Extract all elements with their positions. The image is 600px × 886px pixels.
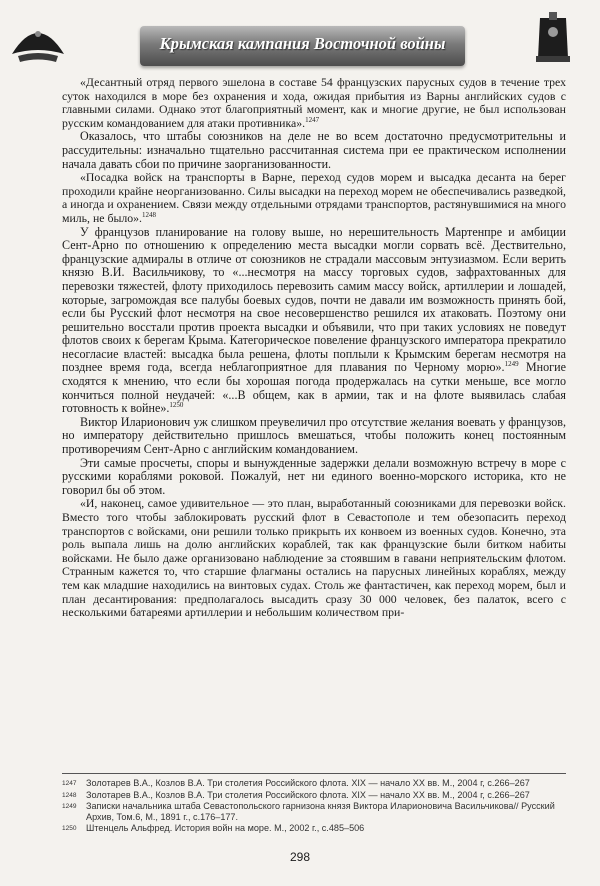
- footnote-text: Записки начальника штаба Севастопольского гарнизона князя Виктора Иларионовича Васильчикова// Русский Архив, Том.6, М., 1891 г., с.176–177.: [86, 801, 555, 823]
- chapter-title: Крымская кампания Восточной войны: [159, 34, 446, 53]
- footnote-number: 1249: [62, 803, 77, 811]
- quote-paragraph: «Десантный отряд первого эшелона в составе 54 французских парусных судов в течение трех суток находился в море без охранения и хода, ожидая прибытия из Варны английских судов с главными силами. Однако этот благоприятный момент, как и многие другие, не был использован русским командованием для атаки противника».$^{1247}$: [62, 75, 566, 130]
- bicorne-hat-icon: [8, 10, 68, 72]
- main-text: [62, 76, 566, 620]
- footnote-ref: 1247: [305, 115, 320, 124]
- body-paragraph: Оказалось, что штабы союзников на деле не во всем достаточно предусмотрительны и рассудительны: изначально тщательно рассчитанная система при ее практическом исполнении начала давать сбои по причине заорганизованности.: [62, 129, 566, 171]
- footnote-ref: 1250: [169, 401, 184, 410]
- body-paragraph: Эти самые просчеты, споры и вынужденные задержки делали возможную встречу в море с русскими кораблями роковой. Пожалуй, нет ни единого военно-морского историка, кто не говорил бы об этом.: [62, 455, 566, 497]
- footnote-ref: 1248: [142, 211, 157, 220]
- footnote-divider: [62, 773, 566, 774]
- footnote-ref: 1249: [504, 360, 519, 369]
- page-header: [0, 0, 600, 80]
- footnote-number: 1248: [62, 791, 77, 799]
- footnote-item: [62, 823, 562, 835]
- quote-paragraph: «Посадка войск на транспорты в Варне, переход судов морем и высадка десанта на берег проходили крайне неорганизованно. Силы высадки на переход морем не обеспечивались разведкой, а иногда и охранением. Связи между отдельными отрядами транспортов, растянувшимися на много миль, не было».$^{1248}$: [62, 170, 566, 225]
- footnote-number: 1247: [62, 780, 77, 787]
- footnote-item: [62, 778, 562, 790]
- footnote-text: Штенцель Альфред. История войн на море. М., 2002 г., с.485–506: [86, 822, 365, 833]
- footnotes: [62, 778, 562, 835]
- footnote-item: [62, 790, 562, 802]
- footnote-number: 1250: [62, 824, 77, 832]
- page-number: 298: [289, 850, 311, 864]
- chapter-banner: [140, 26, 465, 66]
- body-paragraph: У французов планирование на голову выше, но нерешительность Мартенпре и амбиции Сент-Арно по отношению к определению места высадки могли сорвать всё. Дествительно, французские адмиралы в отличе от союзников не страдали массовым энтузиазмом. Если верить князю В.И. Васильчикову, то «...несмотря на массу торговых судов, зафрахтованных для перевозки тяжестей, флоту приходилось перевозить самим массу войск, артиллерии и лошадей, которые, загромождая все палубы боевых судов, почти не давали им возможность принять бой, если бы Русский флот несмотря на свое несовершенство решился их атаковать. Поэтому они решительно восстали против проекта высадки и объявили, что при таких условиях не поведут флотов своих к берегам Крыма. Категорическое повеление французского императора прекратило несогласие властей: высадка была решена, флоты поплыли к Крымским берегам несмотря на позднее время года, всегда неблагоприятное для плавания по Черному морю».$^{1249}$ Многие сходятся к мнению, что если бы хорошая погода продержалась на сутки меньше, все могло кончиться полной неудачей: «...В общем, как в армии, так и на флоте выявилась слабая готовность к войне».$^{1250}$: [62, 224, 566, 416]
- footnote-text: Золотарев В.А., Козлов В.А. Три столетия Российского флота. XIX — начало XX вв. М., 2004 г, с.266–267: [86, 778, 530, 788]
- footnote-text: Золотарев В.А., Козлов В.А. Три столетия Российского флота. XIX — начало XX вв. М., 2004 г, с.266–267: [86, 789, 530, 800]
- quote-paragraph: «И, наконец, самое удивительное — это план, выработанный союзниками для перевозки войск. Вместо того чтобы заблокировать русский флот в Севастополе и тем обезопасить переход транспортов с войсками, они решили только прикрыть их конвоем из военных судов. Конечно, эта роль выпала лишь на долю английских кораблей, так как французские были битком набиты войсками. Не было даже организовано наблюдение за стоявшим в гавани неприятельским флотом. Странным кажется то, что старшие флагманы остались на парусных линейных кораблях, между тем как младшие находились на винтовых судах. Столь же фантастичен, как переход морем, был и план десантирования: предполагалось высадить сразу 30 000 человек, без палаток, всего с несколькими батареями артиллерии и небольшим количеством при-: [62, 496, 566, 620]
- footnote-item: [62, 801, 562, 822]
- body-paragraph: Виктор Иларионович уж слишком преувеличил про отсутствие желания воевать у французов, но императору действительно пришлось вмешаться, чтобы положить конец постоянным противоречиям Сент-Арно с английским командованием.: [62, 414, 566, 457]
- shako-hat-icon: [522, 10, 582, 72]
